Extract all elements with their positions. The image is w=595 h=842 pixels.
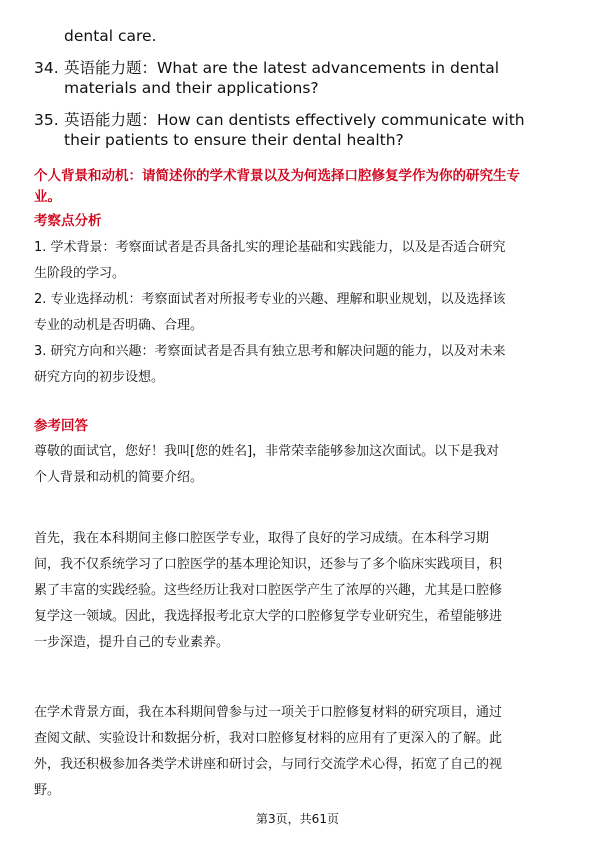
text-line: 查阅文献、实验设计和数据分析，我对口腔修复材料的应用有了更深入的了解。此 <box>34 731 503 746</box>
question-text-line: 英语能力题：What are the latest advancements in dental <box>64 59 500 77</box>
text-line: 首先，我在本科期间主修口腔医学专业，取得了良好的学习成绩。在本科学习期 <box>34 531 490 546</box>
text-line: 研究方向的初步设想。 <box>34 370 165 385</box>
text-line: 复学这一领域。因此，我选择报考北京大学的口腔修复学专业研究生，希望能够进 <box>34 609 503 624</box>
analysis-heading: 考察点分析 <box>34 213 102 229</box>
text-line: 野。 <box>34 783 61 798</box>
answer-paragraph-1 <box>34 439 570 491</box>
text-line: 1. 学术背景：考察面试者是否具备扎实的理论基础和实践能力，以及是否适合研究 <box>34 240 506 255</box>
text-line: 尊敬的面试官，您好！我叫[您的姓名]，非常荣幸能够参加这次面试。以下是我对 <box>34 444 500 459</box>
text-line: 间，我不仅系统学习了口腔医学的基本理论知识，还参与了多个临床实践项目，积 <box>34 557 503 572</box>
section-title <box>34 166 574 208</box>
answer-paragraph-3 <box>34 700 570 804</box>
text-line: 累了丰富的实践经验。这些经历让我对口腔医学产生了浓厚的兴趣，尤其是口腔修 <box>34 583 503 598</box>
section-title-line: 业。 <box>34 189 61 205</box>
question-text-line: their patients to ensure their dental health? <box>64 131 404 149</box>
question-number: 34. <box>34 59 59 77</box>
text-line: 外，我还积极参加各类学术讲座和研讨会，与同行交流学术心得，拓宽了自己的视 <box>34 757 503 772</box>
section-title-line: 个人背景和动机：请简述你的学术背景以及为何选择口腔修复学作为你的研究生专 <box>34 168 520 184</box>
analysis-point-1 <box>34 235 570 287</box>
question-number: 35. <box>34 111 59 129</box>
question-text-line: dental care. <box>64 27 157 45</box>
text-line: 专业的动机是否明确、合理。 <box>34 318 204 333</box>
question-text-line: 英语能力题：How can dentists effectively communicate with <box>64 111 525 129</box>
text-line: 在学术背景方面，我在本科期间曾参与过一项关于口腔修复材料的研究项目，通过 <box>34 705 503 720</box>
page-footer: 第3页，共61页 <box>256 812 339 826</box>
text-line: 2. 专业选择动机：考察面试者对所报考专业的兴趣、理解和职业规划，以及选择该 <box>34 292 506 307</box>
text-line: 生阶段的学习。 <box>34 266 126 281</box>
analysis-points <box>34 235 570 391</box>
text-line: 3. 研究方向和兴趣：考察面试者是否具有独立思考和解决问题的能力，以及对未来 <box>34 344 506 359</box>
answer-heading: 参考回答 <box>34 418 88 434</box>
analysis-point-2 <box>34 287 570 339</box>
text-line: 个人背景和动机的简要介绍。 <box>34 470 204 485</box>
question-text-line: materials and their applications? <box>64 79 319 97</box>
answer-paragraph-2 <box>34 526 570 656</box>
analysis-point-3 <box>34 339 570 391</box>
text-line: 一步深造，提升自己的专业素养。 <box>34 635 230 650</box>
